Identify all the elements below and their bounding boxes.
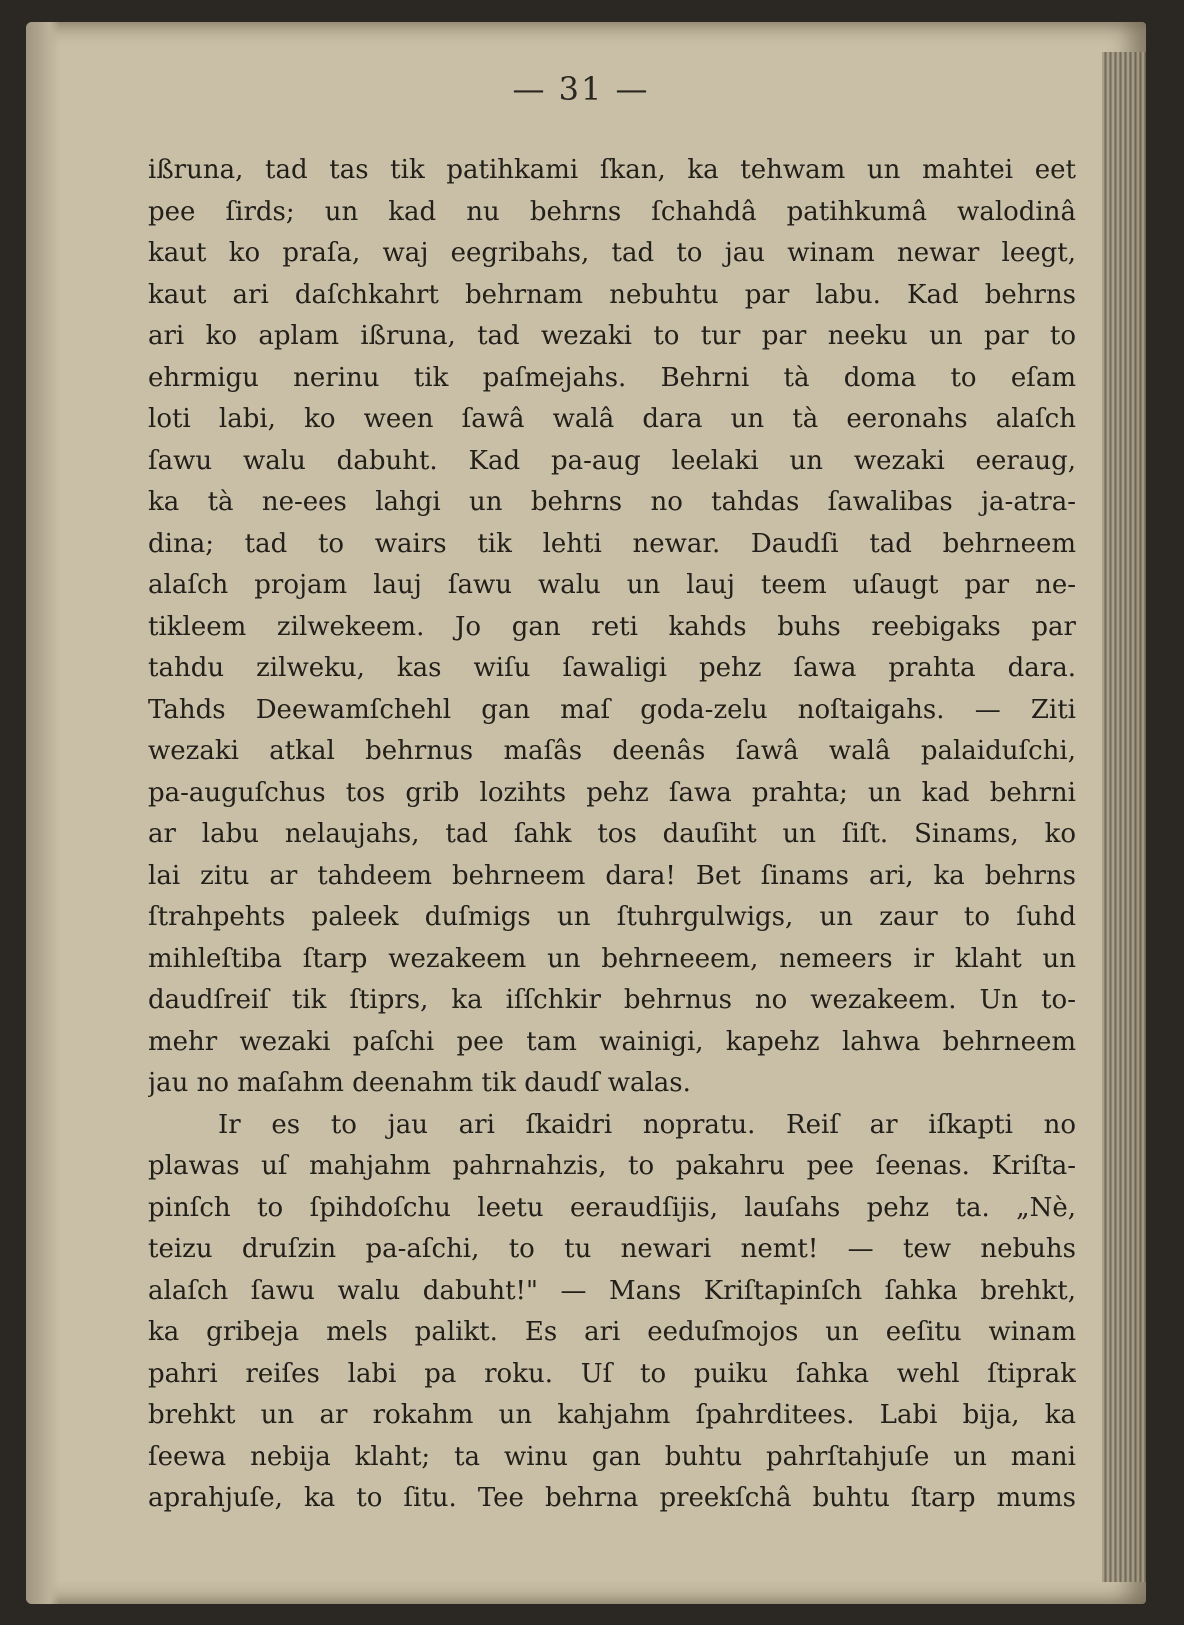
text-line: brehkt un ar rokahm un kahjahm ſpahrditees. Labi bija, ka [148,1400,1076,1430]
text-line: lai zitu ar tahdeem behrneem dara! Bet ſinams ari, ka behrns [148,860,1076,891]
text-line: ari ko aplam ißruna, tad wezaki to tur par neeku un par to [148,321,1076,351]
text-line: plawas uſ mahjahm pahrnahzis, to pakahru pee ſeenas. Kriſta- [148,1151,1076,1181]
text-line: ar labu nelaujahs, tad ſahk tos dauſiht un ſiſt. Sinams, ko [148,819,1076,849]
text-line: Tahds Deewamſchehl gan maſ goda-zelu noſtaigahs. — Ziti [148,694,1076,725]
book-gutter [26,22,60,1604]
text-line: pa-auguſchus tos grib lozihts pehz ſawa prahta; un kad behrni [148,777,1076,808]
text-line: daudſreiſ tik ſtiprs, ka iſſchkir behrnus no wezakeem. Un to- [148,985,1076,1015]
text-line: alaſch ſawu walu dabuht!" — Mans Kriſtapinſch ſahka brehkt, [148,1275,1076,1306]
text-line: wezaki atkal behrnus maſâs deenâs ſawâ walâ palaiduſchi, [148,736,1076,766]
text-line: jau no maſahm deenahm tik daudſ walas. [148,1068,691,1098]
text-line: kaut ko praſa, waj eegribahs, tad to jau winam newar leegt, [148,238,1076,268]
text-line: pee ſirds; un kad nu behrns ſchahdâ patihkumâ walodinâ [148,196,1076,227]
text-line: kaut ari daſchkahrt behrnam nebuhtu par labu. Kad behrns [148,279,1076,310]
text-line: dina; tad to wairs tik lehti newar. Daudſi tad behrneem [148,528,1076,559]
text-line: alaſch projam lauj ſawu walu un lauj teem uſaugt par ne- [148,570,1076,600]
paper-page [26,22,1146,1604]
page-number: — 31 — [512,70,650,108]
text-line: ka tà ne-ees lahgi un behrns no tahdas ſawalibas ja-atra- [148,487,1076,517]
text-line: pahri reiſes labi pa roku. Uſ to puiku ſahka wehl ſtiprak [148,1358,1076,1389]
text-line: ſtrahpehts paleek duſmigs un ſtuhrgulwigs, un zaur to ſuhd [148,902,1076,932]
text-line: tahdu zilweku, kas wiſu ſawaligi pehz ſawa prahta dara. [148,653,1076,683]
text-line: teizu druſzin pa-aſchi, to tu newari nemt! — tew nebuhs [148,1234,1076,1264]
text-line: tikleem zilwekeem. Jo gan reti kahds buhs reebigaks par [148,611,1076,642]
text-line: ſawu walu dabuht. Kad pa-aug leelaki un wezaki eeraug, [148,445,1076,476]
text-line: Ir es to jau ari ſkaidri nopratu. Reiſ ar iſkapti no [218,1109,1076,1140]
text-line: pinſch to ſpihdoſchu leetu eeraudſijis, lauſahs pehz ta. „Nè, [148,1192,1076,1223]
body-text [148,150,1076,1520]
text-line: ißruna, tad tas tik patihkami ſkan, ka tehwam un mahtei eet [148,155,1076,185]
page-edges [1102,52,1146,1582]
text-line: mihleſtiba ſtarp wezakeem un behrneeem, nemeers ir klaht un [148,943,1076,974]
text-line: loti labi, ko ween ſawâ walâ dara un tà eeronahs alaſch [148,404,1076,434]
text-line: mehr wezaki paſchi pee tam wainigi, kapehz lahwa behrneem [148,1026,1076,1057]
text-line: ka gribeja mels palikt. Es ari eeduſmojos un eeſitu winam [148,1317,1076,1347]
text-line: aprahjuſe, ka to ſitu. Tee behrna preekſchâ buhtu ſtarp mums [148,1483,1076,1513]
text-line: ſeewa nebija klaht; ta winu gan buhtu pahrſtahjuſe un mani [148,1441,1076,1472]
text-line: ehrmigu nerinu tik paſmejahs. Behrni tà doma to eſam [148,362,1076,393]
